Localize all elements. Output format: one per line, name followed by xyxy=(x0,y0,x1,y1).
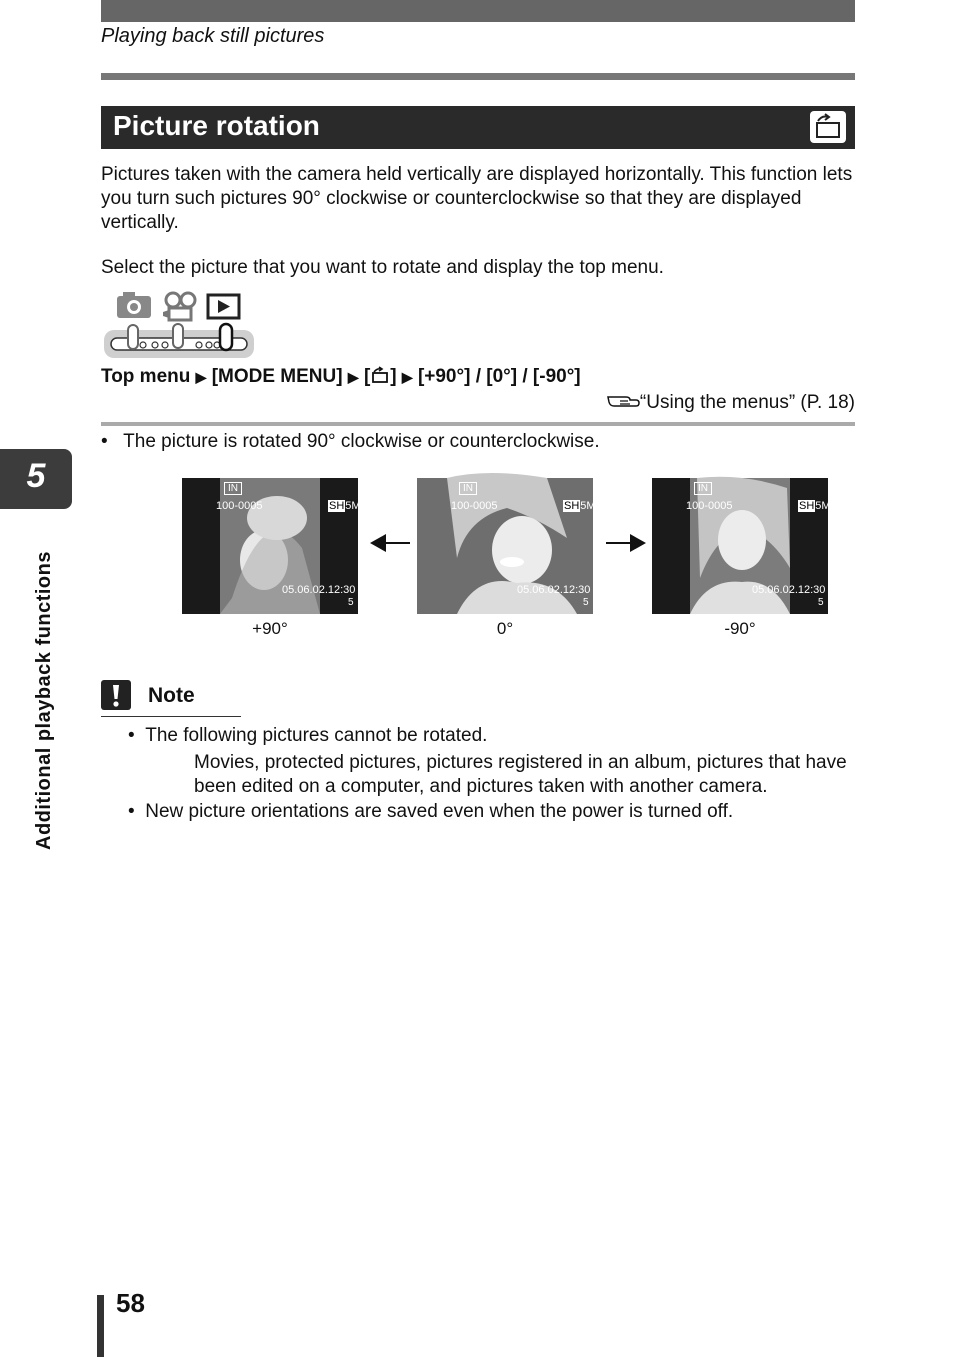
arrow-right-icon: ▶ xyxy=(401,369,413,385)
folder-number: 100-0005 xyxy=(451,500,498,512)
menu-path xyxy=(101,366,581,388)
frame-number: 5 xyxy=(348,597,354,608)
image-size xyxy=(328,500,361,512)
quality-badge: SH xyxy=(564,500,580,512)
folder-number: 100-0005 xyxy=(686,500,733,512)
list-item: • New picture orientations are saved even when the power is turned off. xyxy=(128,801,734,822)
rotate-icon xyxy=(370,366,390,384)
arrow-right-icon xyxy=(604,531,648,560)
arrow-right-icon: ▶ xyxy=(195,369,207,385)
mode-menu-label: [MODE MENU] xyxy=(211,366,343,387)
title-bar xyxy=(101,106,855,149)
rotate-bracket-close: ] xyxy=(390,366,397,387)
memory-badge: IN xyxy=(694,482,712,495)
page-title: Picture rotation xyxy=(113,110,320,141)
reference-link xyxy=(560,391,855,414)
original-0-image xyxy=(417,478,596,614)
page-number: 58 xyxy=(116,1288,145,1318)
mode-dial xyxy=(101,288,257,360)
image-size xyxy=(563,500,596,512)
frame-number: 5 xyxy=(818,597,824,608)
header-divider xyxy=(101,73,855,80)
rotated-minus-90-image xyxy=(652,478,831,614)
date-time: 05.06.02.12:30 xyxy=(517,584,591,596)
size-label: 5M xyxy=(815,500,831,512)
bullet-text: The picture is rotated 90° clockwise or counterclockwise. xyxy=(123,431,600,452)
rotated-plus-90-image xyxy=(182,478,361,614)
top-menu-label: Top menu xyxy=(101,366,191,387)
page-number-bar xyxy=(97,1295,104,1357)
size-label: 5M xyxy=(580,500,596,512)
reference-text: “Using the menus” (P. 18) xyxy=(639,392,855,413)
note-header xyxy=(101,680,241,717)
movie-icon xyxy=(163,293,195,320)
caption-plus-90: +90° xyxy=(252,619,288,638)
date-time: 05.06.02.12:30 xyxy=(752,584,826,596)
playback-icon xyxy=(208,295,239,318)
note-item-text: The following pictures cannot be rotated. xyxy=(145,725,488,746)
image-size xyxy=(798,500,831,512)
memory-badge: IN xyxy=(459,482,477,495)
arrow-left-icon xyxy=(368,531,412,560)
note-item-text: New picture orientations are saved even when the power is turned off. xyxy=(145,801,734,822)
note-detail-text: Movies, protected pictures, pictures registered in an album, pictures that have been edited on a computer, and pictures taken with another camera. xyxy=(194,752,847,797)
size-label: 5M xyxy=(345,500,361,512)
intro-paragraph: Pictures taken with the camera held vertically are displayed horizontally. This function lets you turn such pictures 90° clockwise or counterclockwise so that they are displayed vertically. xyxy=(101,164,853,233)
rotation-options: [+90°] / [0°] / [-90°] xyxy=(417,366,581,387)
quality-badge: SH xyxy=(799,500,815,512)
exclamation-icon xyxy=(101,680,131,710)
chapter-number: 5 xyxy=(26,457,46,495)
note-label: Note xyxy=(148,684,195,707)
caption-minus-90: -90° xyxy=(724,619,756,638)
section-divider xyxy=(101,422,855,426)
memory-badge: IN xyxy=(224,482,242,495)
instruction-text: Select the picture that you want to rotate and display the top menu. xyxy=(101,257,664,278)
chapter-tab xyxy=(0,449,72,509)
list-item: • The following pictures cannot be rotated. xyxy=(128,725,488,746)
section-title: Playing back still pictures xyxy=(101,25,325,47)
list-item: • The picture is rotated 90° clockwise or counterclockwise. xyxy=(101,431,600,452)
camera-icon xyxy=(117,292,151,318)
arrow-right-icon: ▶ xyxy=(347,369,359,385)
frame-number: 5 xyxy=(583,597,589,608)
quality-badge: SH xyxy=(329,500,345,512)
rotate-icon xyxy=(810,111,846,143)
chapter-label: Additional playback functions xyxy=(33,551,55,850)
header-bar xyxy=(101,0,855,22)
folder-number: 100-0005 xyxy=(216,500,263,512)
date-time: 05.06.02.12:30 xyxy=(282,584,356,596)
caption-0: 0° xyxy=(496,619,514,638)
rotate-bracket-open: [ xyxy=(363,366,371,387)
pointing-hand-icon xyxy=(606,391,640,411)
